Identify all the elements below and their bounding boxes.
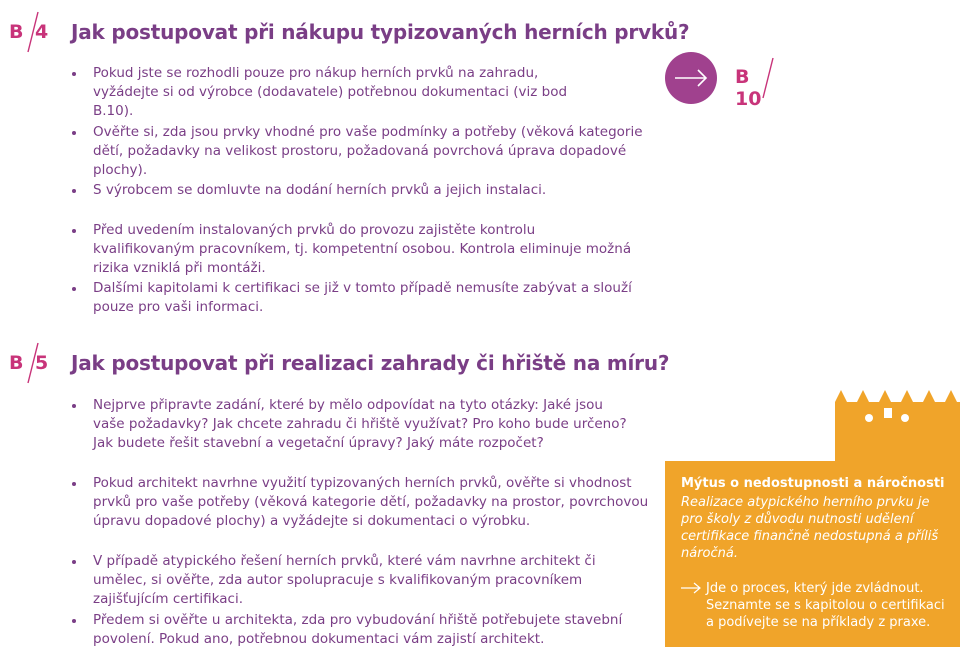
myth-box-text: Realizace atypického herního prvku je pro školy z důvodu nutnosti udělení certifikace finančně nedostupná a příliš náročná. (681, 495, 939, 561)
section-badge-b4 (0, 2, 57, 59)
arrow-right-icon (680, 582, 702, 594)
list-item: Dalšími kapitolami k certifikaci se již v tomto případě nemusíte zabývat a slouží pouze pro vaši informaci. (72, 279, 652, 317)
myth-box-link[interactable]: Jde o proces, který jde zvládnout. Seznamte se s kapitolou o certifikaci a podívejte se na příklady z praxe. (706, 581, 945, 630)
myth-box-title: Mýtus o nedostupnosti a náročnosti (681, 476, 945, 491)
list-item: Předem si ověřte u architekta, zda pro vybudování hřiště potřebujete stavební povolení. Pokud ano, potřebnou dokumentaci vám zajistí architekt. (72, 611, 652, 649)
list-item: Pokud jste se rozhodli pouze pro nákup herních prvků na zahradu, vyžádejte si od výrobce (dodavatele) potřebnou dokumentaci (viz bod B.10). (72, 64, 592, 121)
arrow-right-icon (665, 52, 717, 104)
list-item: S výrobcem se domluvte na dodání herních prvků a jejich instalaci. (72, 181, 652, 200)
list-item: Nejprve připravte zadání, které by mělo odpovídat na tyto otázky: Jaké jsou vaše požadavky? Jak chcete zahradu či hřiště využívat? Pro koho bude určeno? Jak budete řešit stavební a vegetační úpravy? Jaký máte rozpočet? (72, 396, 632, 453)
section-heading-b4: Jak postupovat při nákupu typizovaných herních prvků? (71, 20, 690, 44)
reference-label: B 10 (735, 66, 762, 110)
castle-illustration (835, 388, 960, 463)
badge-letter: B (9, 352, 24, 374)
list-item: V případě atypického řešení herních prvků, které vám navrhne architekt či umělec, si ověřte, zda autor spolupracuje s kvalifikovaným pracovníkem zajišťujícím certifikaci. (72, 552, 652, 609)
list-item: Pokud architekt navrhne využití typizovaných herních prvků, ověřte si vhodnost prvků pro vaše potřeby (věková kategorie dětí, požadavky na prostor, povrchovou úpravu dopadové plochy) a vyžádejte si dokumentaci o výrobku. (72, 474, 652, 531)
section-heading-b5: Jak postupovat při realizaci zahrady či hřiště na míru? (71, 351, 670, 375)
list-item: Před uvedením instalovaných prvků do provozu zajistěte kontrolu kvalifikovaným pracovníkem, tj. kompetentní osobou. Kontrola eliminuje možná rizika vzniklá při montáži. (72, 221, 632, 278)
badge-number: 4 (35, 21, 49, 43)
list-item: Ověřte si, zda jsou prvky vhodné pro vaše podmínky a potřeby (věková kategorie dětí, požadavky na velikost prostoru, požadovaná povrchová úprava dopadové plochy). (72, 123, 652, 180)
badge-letter: B (9, 21, 24, 43)
section-badge-b5 (0, 333, 57, 390)
badge-number: 5 (35, 352, 49, 374)
